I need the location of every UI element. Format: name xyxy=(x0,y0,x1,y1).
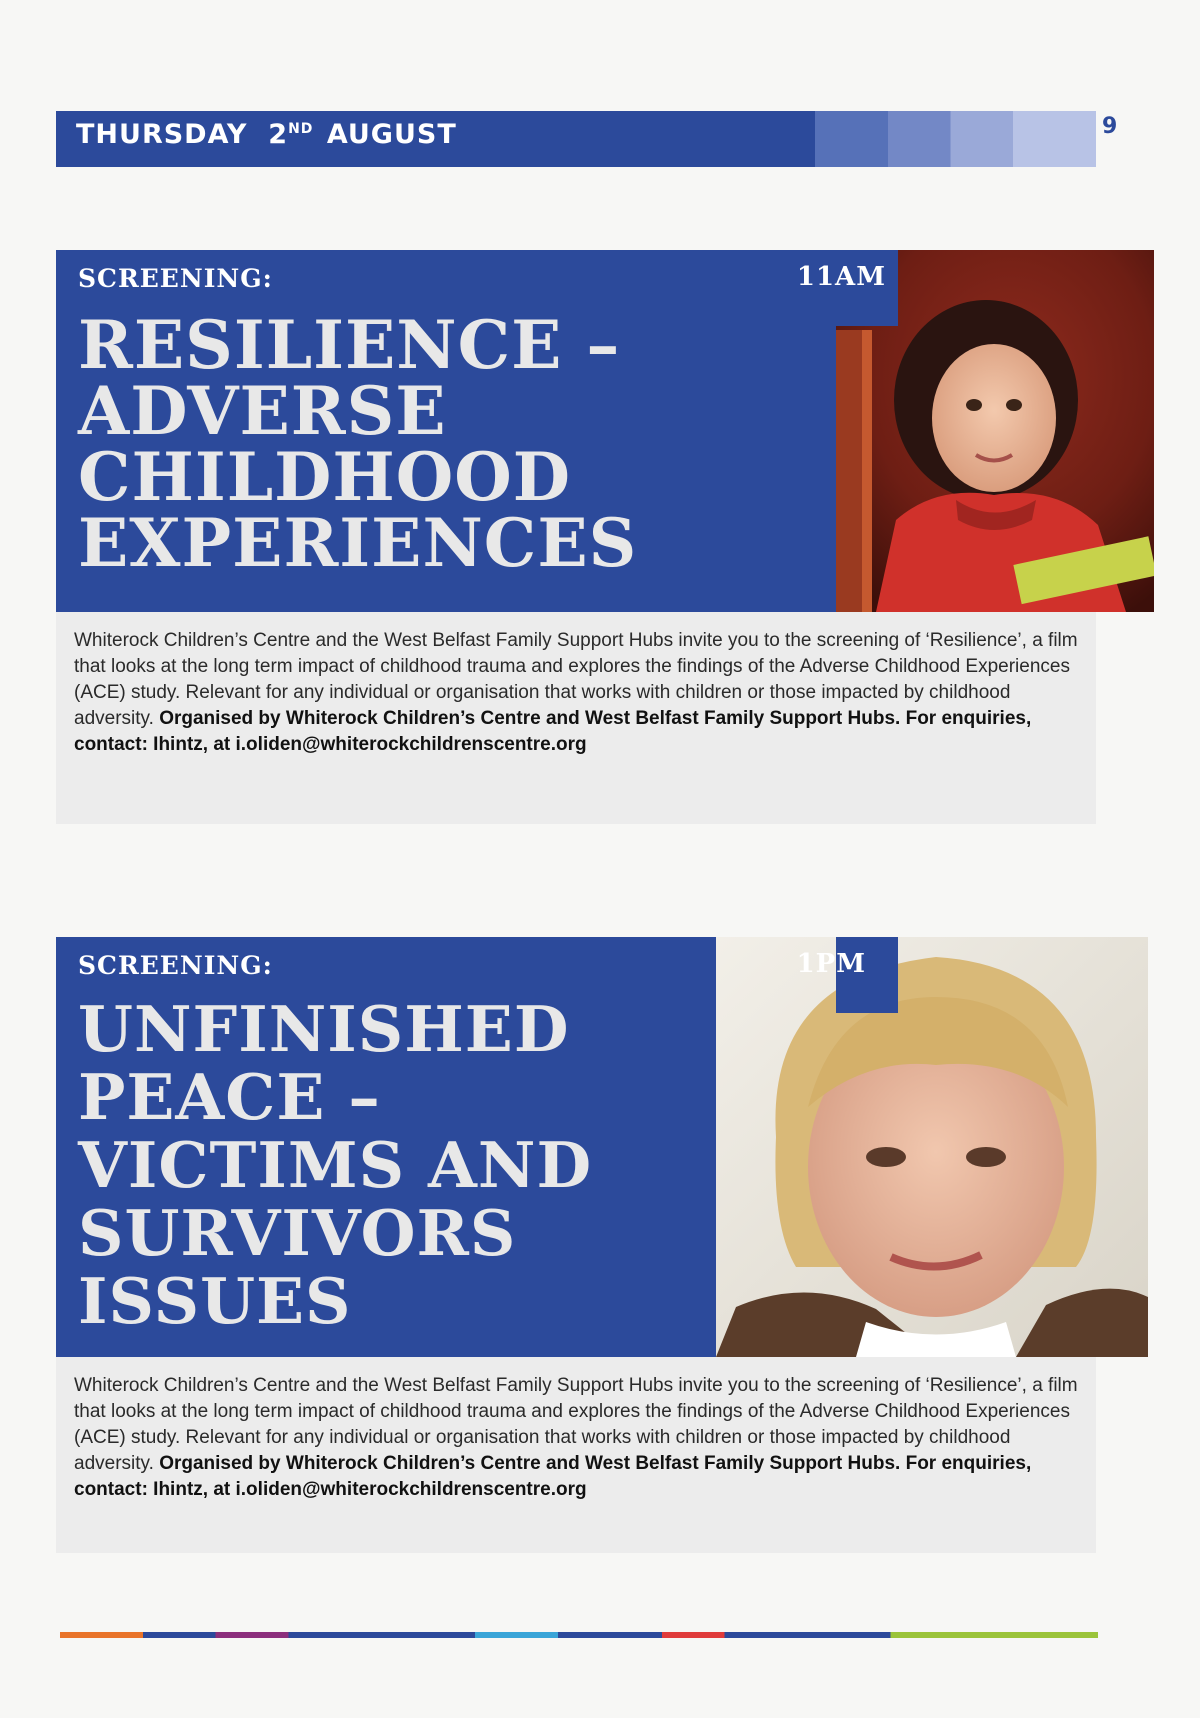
day-header-bar xyxy=(56,111,1096,167)
organiser-text: Organised by Whiterock Children’s Centre and West Belfast Family Support Hubs. For enquiries, contact: Ihintz, at i.oliden@whiterockchildrenscentre.org xyxy=(74,708,1032,755)
description-text: Whiterock Children’s Centre and the West Belfast Family Support Hubs invite you to the screening of ‘Resilience’, a film that looks at the long term impact of childhood trauma and explores the findings of the Adverse Childhood Experiences (ACE) study. Relevant for any individual or organisation that works with children or those impacted by childhood adversity. xyxy=(74,630,1078,729)
month-name: AUGUST xyxy=(326,119,457,150)
description-text: Whiterock Children’s Centre and the West Belfast Family Support Hubs invite you to the screening of ‘Resilience’, a film that looks at the long term impact of childhood trauma and explores the findings of the Adverse Childhood Experiences (ACE) study. Relevant for any individual or organisation that works with children or those impacted by childhood adversity. xyxy=(74,1375,1078,1474)
event-type-label: SCREENING: xyxy=(78,951,273,980)
day-header-text xyxy=(76,119,457,150)
event-title: RESILIENCE – ADVERSE CHILDHOOD EXPERIENCES xyxy=(78,306,638,582)
event-card-resilience xyxy=(56,250,1096,612)
event-type-label: SCREENING: xyxy=(78,264,273,293)
organiser-text: Organised by Whiterock Children’s Centre and West Belfast Family Support Hubs. For enquiries, contact: Ihintz, at i.oliden@whiterockchildrenscentre.org xyxy=(74,1453,1032,1500)
date-number: 2 xyxy=(268,119,289,150)
woman-portrait-photo xyxy=(716,937,1148,1357)
event-description-box xyxy=(56,612,1096,824)
day-name: THURSDAY xyxy=(76,119,248,150)
footer-color-stripe xyxy=(60,1632,1098,1638)
event-description xyxy=(74,628,1084,758)
event-description xyxy=(74,1373,1084,1503)
event-title: UNFINISHED PEACE – VICTIMS AND SURVIVORS ISSUES xyxy=(78,992,593,1338)
date-suffix: ND xyxy=(288,121,314,137)
event-time: 11AM xyxy=(796,262,886,292)
event-time: 1PM xyxy=(796,949,866,979)
page-number: 9 xyxy=(1102,114,1118,139)
event-description-box xyxy=(56,1357,1096,1553)
event-card-unfinished-peace xyxy=(56,937,1096,1357)
